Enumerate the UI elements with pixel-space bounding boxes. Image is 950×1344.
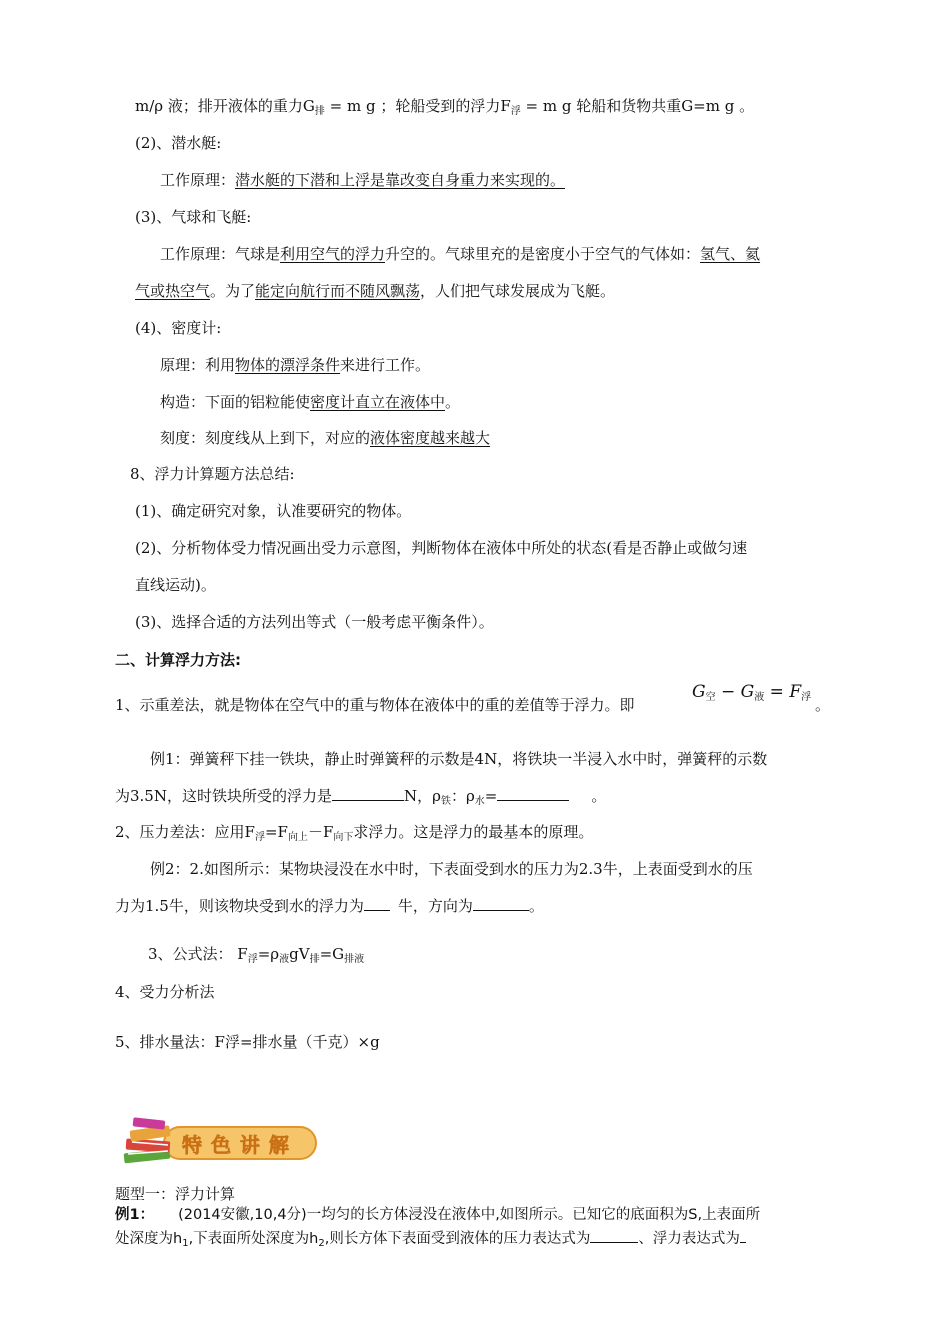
answer-blank[interactable] [332, 786, 404, 801]
answer-blank[interactable] [497, 786, 569, 801]
line-submarine-principle: 工作原理：潜水艇的下潜和上浮是靠改变自身重力来实现的。 [160, 171, 566, 189]
weight-difference-formula: $G_空 - G_液 = F_浮$ [692, 682, 812, 703]
summary-step-2-cont: 直线运动)。 [135, 576, 216, 594]
example-1-line-2: 为3.5N，这时铁块所受的浮力是 N，$\rho_铁$：$\rho_水=$ 。 [115, 787, 607, 807]
example-1-question-line-2: 处深度为$h_1$,下表面所处深度为$h_2$,则长方体下表面受到液体的压力表达式为 、浮力表达式为 [115, 1228, 746, 1254]
formula-period: 。 [815, 696, 831, 714]
section-heading-methods: 二、计算浮力方法: [115, 651, 241, 669]
line-hydrometer-principle: 原理：利用物体的漂浮条件来进行工作。 [160, 356, 431, 374]
banner-title: 特 色 讲 解 [182, 1133, 290, 1157]
example-1-question-line-1: 例1： (2014安徽,10,4分)一均匀的长方体浸没在液体中,如图所示。已知它的底面积为S,上表面所 [115, 1207, 761, 1223]
heading-method-summary: 8、浮力计算题方法总结: [130, 465, 295, 483]
answer-blank[interactable] [740, 1228, 746, 1243]
feature-banner [120, 1115, 320, 1171]
answer-blank[interactable] [364, 896, 390, 911]
method-3-formula: 3、公式法： $F_浮=\rho_液gV_排=G_{排液}$ [148, 945, 365, 965]
answer-blank[interactable] [473, 896, 529, 911]
summary-step-2: (2)、分析物体受力情况画出受力示意图，判断物体在液体中所处的状态(看是否静止或做匀速 [135, 539, 748, 557]
example-1-line-1: 例1：弹簧秤下挂一铁块，静止时弹簧秤的示数是4N，将铁块一半浸入水中时，弹簧秤的示数 [150, 750, 768, 768]
method-5-displacement: 5、排水量法：F浮=排水量（千克）×g [115, 1033, 380, 1051]
summary-step-1: (1)、确定研究对象，认准要研究的物体。 [135, 502, 412, 520]
method-1-weight-difference: 1、示重差法，就是物体在空气中的重与物体在液体中的重的差值等于浮力。即 [115, 696, 635, 714]
method-4-force-analysis: 4、受力分析法 [115, 983, 215, 1001]
method-2-pressure-difference: 2、压力差法：应用$F_浮=F_{向上}-F_{向下}$求浮力。这是浮力的最基本的原理。 [115, 823, 594, 843]
line-hydrometer-scale: 刻度：刻度线从上到下，对应的液体密度越来越大 [160, 429, 491, 447]
heading-hydrometer: (4)、密度计: [135, 319, 222, 337]
example-2-line-2: 力为1.5牛，则该物块受到水的浮力为 牛，方向为 。 [115, 897, 544, 915]
line-balloon-principle: 工作原理：气球是利用空气的浮力升空的。气球里充的是密度小于空气的气体如：氢气、氦 [160, 245, 761, 263]
question-type-heading: 题型一：浮力计算 [115, 1185, 236, 1203]
line-balloon-cont: 气或热空气。为了能定向航行而不随风飘荡，人们把气球发展成为飞艇。 [135, 282, 616, 300]
heading-balloon: (3)、气球和飞艇: [135, 208, 252, 226]
line-hydrometer-structure: 构造：下面的铝粒能使密度计直立在液体中。 [160, 393, 461, 411]
example-2-line-1: 例2：2.如图所示：某物块浸没在水中时，下表面受到水的压力为2.3牛，上表面受到水的压 [150, 860, 753, 878]
heading-submarine: (2)、潜水艇: [135, 134, 222, 152]
summary-step-3: (3)、选择合适的方法列出等式（一般考虑平衡条件）。 [135, 613, 494, 631]
answer-blank[interactable] [590, 1228, 638, 1243]
line-ship-weight: m/ρ 液；排开液体的重力$G_排 = m$ g ；轮船受到的浮力$F_浮 = m$ g 轮船和货物共重G=m g 。 [135, 97, 755, 117]
